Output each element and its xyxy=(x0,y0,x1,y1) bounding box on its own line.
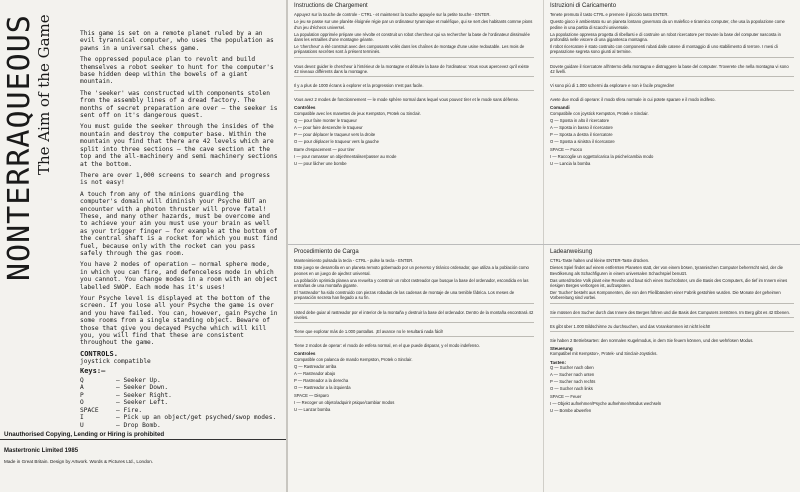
key-line: I — Recoger un objeto/adquirir psique/cambiar modos xyxy=(294,399,395,405)
section-paragraph: Este juego se desarrolla en un planeta remoto gobernado por un perverso y tiránico ordenador, que utiliza a la población como peones en un juego de ajedrez universal. xyxy=(294,265,529,276)
key-line: O — Sposta a sinistra il ricercatore xyxy=(550,139,615,145)
key-row: SPACE — Fire. xyxy=(80,406,143,414)
key-line: U — pour lâcher une bombe xyxy=(294,161,347,167)
text-block xyxy=(550,57,794,61)
section-paragraph: Tiene que explorar más de 1.000 pantallas. ¡El avance no le resultará nada fácil! xyxy=(294,329,444,335)
section-paragraph: Appuyez sur la touche de controle - CTRL - et maintenez la touche appuyée sur la petite touche - ENTER. xyxy=(294,12,491,18)
key-line: A — Sposta in basso il ricercatore xyxy=(550,125,613,131)
key-line: U — Lancia la bomba xyxy=(550,161,591,167)
section-paragraph: Tiene 2 modos de operar: el modo de esfera normal, en el que puede disparar, y el modo indefenso. xyxy=(294,343,480,349)
section-paragraph: Es gibt über 1.000 Bildschirme zu durchsuchen, und das Vorankommen ist nicht leicht! xyxy=(550,323,711,329)
key-line: I — Raccoglie un oggetto/carica la psiche/cambia modo xyxy=(550,153,654,159)
printer-line: Made in Great Britain. Design by Artwork. Words & Pictures Ltd., London. xyxy=(4,459,154,464)
key-line: Q — Sucher nach oben xyxy=(550,364,594,370)
key-row: I — Pick up an object/get psyched/swop modes. xyxy=(80,414,277,422)
controls-heading: Comandi xyxy=(550,105,570,111)
story-paragraph: You have 2 modes of operation — normal sphere mode, in which you can fire, and defenceless mode in which you cannot. You change modes in a room with an object labelled SWOP. Each mode has it's uses! xyxy=(80,261,278,291)
section-paragraph: Der 'Sucher' besteht aus Komponenten, die von den Fließbändern einer Fabrik gestohlen wurden. Die Monate der geheimen Vorbereitung sind vorbei. xyxy=(550,290,781,301)
section-paragraph: Sie müssen den Sucher durch das Innere des Berges führen und die Basis des Computers zerstören. Im Berg gibt es 42 Ebenen. xyxy=(550,309,790,315)
controls-heading: Steuerung xyxy=(550,346,573,352)
text-block xyxy=(550,303,794,307)
key-row: Q — Seeker Up. xyxy=(80,377,161,385)
controls-note: Compatible con palanca de mando Kempston, Protek o Sinclair. xyxy=(294,356,413,362)
section-paragraph: Vous avez 2 modes de fonctionnement — le mode sphère normal dans lequel vous pouvez tirer et le mode sans défense. xyxy=(294,97,520,103)
text-block xyxy=(550,331,794,335)
key-line: Q — Sposta in alto il ricercatore xyxy=(550,117,610,123)
text-block xyxy=(294,57,534,61)
text-block xyxy=(294,336,534,340)
key-line: P — Sucher nach rechts xyxy=(550,379,596,385)
key-line: O — Rastreador a la izquierda xyxy=(294,385,351,391)
controls-note: Kompatibel mit Kempston-, Protek- und Sinclair-Joysticks. xyxy=(550,351,658,357)
section-title: Instructions de Chargement xyxy=(294,3,368,9)
section-title: Ladeanweisung xyxy=(550,249,593,255)
controls-note: Compatibile con joystick Kempston, Protek e Sinclair. xyxy=(550,110,649,116)
key-line: I — Objekt aufnehmen/Psyche aufnehmen/Modus wechseln xyxy=(550,400,662,406)
text-block xyxy=(550,317,794,321)
key-line: SPACE — Disparo xyxy=(294,392,329,398)
section-paragraph: Avete due modi di operare: il modo sfera normale in cui potete sparare e il modo indifeso. xyxy=(550,97,716,103)
controls-heading: Contrôles xyxy=(294,105,316,111)
story-text xyxy=(80,30,280,431)
section-paragraph: Sie haben 2 Betriebsarten: den normalen Kugelmodus, in dem Sie feuern können, und den wehrlosen Modus. xyxy=(550,338,754,344)
key-line: Barre d'espacement — pour tirer xyxy=(294,146,355,152)
section-german xyxy=(550,250,794,415)
key-line: O — pour déplacer le traqueur vers la gauche xyxy=(294,139,379,145)
translations-panel xyxy=(288,0,800,492)
section-paragraph: Il robot ricercatore è stato costruito con componenti rubati dalle catene di montaggio di uno stabilimento di terrore. I mesi di preparazione segreta sono giunti al termine. xyxy=(550,44,778,55)
section-paragraph: CTRL-Taste halten und kleine ENTER-Taste drücken. xyxy=(550,258,650,264)
game-title: NONTERRAQUEOUS xyxy=(2,14,37,281)
key-line: A — Sucher nach unten xyxy=(550,372,595,378)
section-paragraph: El 'rastreador' ha sido construido con piezas robadas de las cadenas de montaje de una temible fábrica. Los meses de preparación secreta han llegado a su fin. xyxy=(294,290,515,301)
key-line: Q — pour faire monter le traqueur xyxy=(294,117,357,123)
key-row: P — Seeker Right. xyxy=(80,391,172,399)
section-paragraph: Le jeu se passe sur une planète éloignée régie par un ordinateur tyrannique et maléfique, qui se sert des habitants comme pions d'un jeu d'échecs universel. xyxy=(294,19,533,30)
text-block xyxy=(294,303,534,307)
section-title: Istruzioni di Caricamento xyxy=(550,3,617,9)
column-divider xyxy=(543,0,544,492)
controls-note: Compatible avec les manettes de jeux Kempston, Protek ou Sinclair. xyxy=(294,110,421,116)
section-paragraph: La popolazione oppressa progetta di ribellarsi e di costruire un robot ricercatore per trovare la base del computer nascosta in profondità nelle viscere di una gigantesca montagna. xyxy=(550,31,781,43)
key-row: A — Seeker Down. xyxy=(80,384,169,392)
key-line: Q — Rastreador arriba xyxy=(294,363,337,369)
key-line: SPACE — Feuer xyxy=(550,393,582,399)
key-row: O — Seeker Left. xyxy=(80,399,169,407)
section-paragraph: La población oprimida planea una revuelta y construir un robot rastreador que busque la base del ordenador, escondida en las entrañas de una montaña gigante. xyxy=(294,277,529,289)
section-paragraph: Questo gioco è ambientato su un pianeta lontano governato da un malefico e tirannico computer, che usa la popolazione come pedine in una partita di scacchi universale. xyxy=(550,19,785,30)
key-line: U — Bombe abwerfen xyxy=(550,408,592,414)
controls-note: joystick compatible xyxy=(80,358,151,366)
text-block xyxy=(294,76,534,80)
section-paragraph: Dieses Spiel findet auf einem entfernten Planeten statt, der von einem bösen, tyrannischen Computer beherrscht wird, der die Bevölkerung als Schachfiguren in einem universalen Schachspiel benutzt. xyxy=(550,265,784,276)
section-paragraph: La population opprimée prépare une révolte et construit un robot chercheur qui va rechercher la base de l'ordinateur dissimulée dans les entrailles d'une montagne géante. xyxy=(294,31,530,43)
game-subtitle: The Aim of the Game xyxy=(35,14,53,175)
section-paragraph: Das unterdrückte Volk plant eine Revolte und baut sich einen Suchroboter, um die Basis des Computers, die tief im Innern eines riesigen Berges verborgen ist, aufzuspüren. xyxy=(550,277,788,289)
story-paragraph: You must guide the seeker through the insides of the mountain and destroy the computer base. Within the mountain you find that there are 42 levels which are split into three sections — the cave section at the top and the all-machinery and semi machinery sections at the bottom. xyxy=(80,123,278,168)
section-spanish xyxy=(294,250,534,414)
story-paragraph: A touch from any of the minions guarding the computer's domain will diminish your Psyche BUT an encounter with a photon thruster will prove fatal! These, and many other hazards, must be overcome and to achieve your aim you must use your brain as well as your trigger finger — for example at the bottom of the central shaft is a rocket for which you must find fuel, because only with the rocket can you pass safely through the gas room. xyxy=(80,190,278,257)
text-block xyxy=(550,90,794,94)
section-french xyxy=(294,4,534,168)
cover-panel xyxy=(0,0,286,492)
keys-heading: Keys:— xyxy=(80,366,106,375)
row-divider xyxy=(288,244,800,245)
publisher-line: Mastertronic Limited 1985 xyxy=(4,448,79,454)
key-line: SPACE — Fuoco xyxy=(550,146,583,152)
section-title: Procedimiento de Carga xyxy=(294,249,359,255)
section-paragraph: Le 'chercheur' a été construit avec des composants volés dans les chaînes de montage d'une usine redoutable. Les mois de préparations secrètes sont à présent terminés. xyxy=(294,44,525,55)
key-line: P — pour déplacer le traqueur vers la droite xyxy=(294,132,376,138)
key-list xyxy=(80,377,280,429)
key-line: P — Rastreador a la derecha xyxy=(294,378,349,384)
section-paragraph: Vous devez guider le chercheur à l'intérieur de la montagne et détruire la base de l'ordinateur. Vous vous apercevez qu'il existe 42 niveaux différents dans la montagne. xyxy=(294,63,529,74)
copying-warning: Unauthorised Copying, Lending or Hiring is prohibited xyxy=(0,430,286,440)
story-paragraph: This game is set on a remote planet ruled by a an evil tyrannical computer, who uses the population as pawns in a universal chess game. xyxy=(80,30,274,52)
key-row: U — Drop Bomb. xyxy=(80,421,161,429)
section-paragraph: Dovete guidare il ricercatore all'interno della montagna e distruggere la base del computer. Troverete che nella montagna vi sono 42 livelli. xyxy=(550,63,789,74)
section-paragraph: Vi sono più di 1.000 schermi da esplorare e non è facile progredire! xyxy=(550,83,675,89)
vertical-title-block xyxy=(2,14,53,454)
text-block xyxy=(294,322,534,326)
key-line: I — pour ramasser un objet/mentaliser/passer au mode xyxy=(294,153,397,159)
section-paragraph: Mantenimiento pulsada la tecla - CTRL - pulse la tecla - ENTER. xyxy=(294,258,414,264)
story-paragraph: Your Psyche level is displayed at the bottom of the screen. If you lose all your Psyche the game is over and you have failed. You can, however, gain Psyche in some rooms from a single standing object. Beware of those that give you decayed Psyche which will kill you, you will find that these are consistent throughout the game. xyxy=(80,295,278,347)
section-paragraph: Il y a plus de 1000 écrans à explorer et la progression n'est pas facile. xyxy=(294,83,424,89)
key-line: P — Sposta a destra il ricercatore xyxy=(550,132,613,138)
story-paragraph: There are over 1,000 screens to search and progress is not easy! xyxy=(80,171,270,187)
story-paragraph: The 'seeker' was constructed with components stolen from the assembly lines of a dread factory. The months of secret preparation are over — the seeker is sent off on it's dangerous quest. xyxy=(80,89,278,120)
section-paragraph: Usted debe guiar al rastreador por el interior de la montaña y destruir la base del ordenador. Dentro de la montaña encontrará 42 niveles. xyxy=(294,309,534,320)
story-paragraph: The oppressed populace plan to revolt and build themselves a robot seeker to hunt for the computer's base hidden deep within the bowels of a giant mountain. xyxy=(80,56,274,86)
key-line: U — Lanzar bomba xyxy=(294,407,331,413)
text-block xyxy=(550,76,794,80)
controls-heading: CONTROLS. xyxy=(80,349,118,358)
key-line: O — Sucher nach links xyxy=(550,386,593,392)
copyright-block xyxy=(0,430,286,467)
keys-heading: Tasten: xyxy=(550,359,566,365)
controls-heading: Controles xyxy=(294,351,316,357)
key-line: A — Rastreador abajo xyxy=(294,371,336,377)
text-block xyxy=(294,90,534,94)
section-paragraph: Tenete premuto il tasto CTRL e premere il piccolo tasto ENTER. xyxy=(550,12,669,18)
section-italian xyxy=(550,4,794,168)
key-line: A — pour faire descendre le traqueur xyxy=(294,125,363,131)
